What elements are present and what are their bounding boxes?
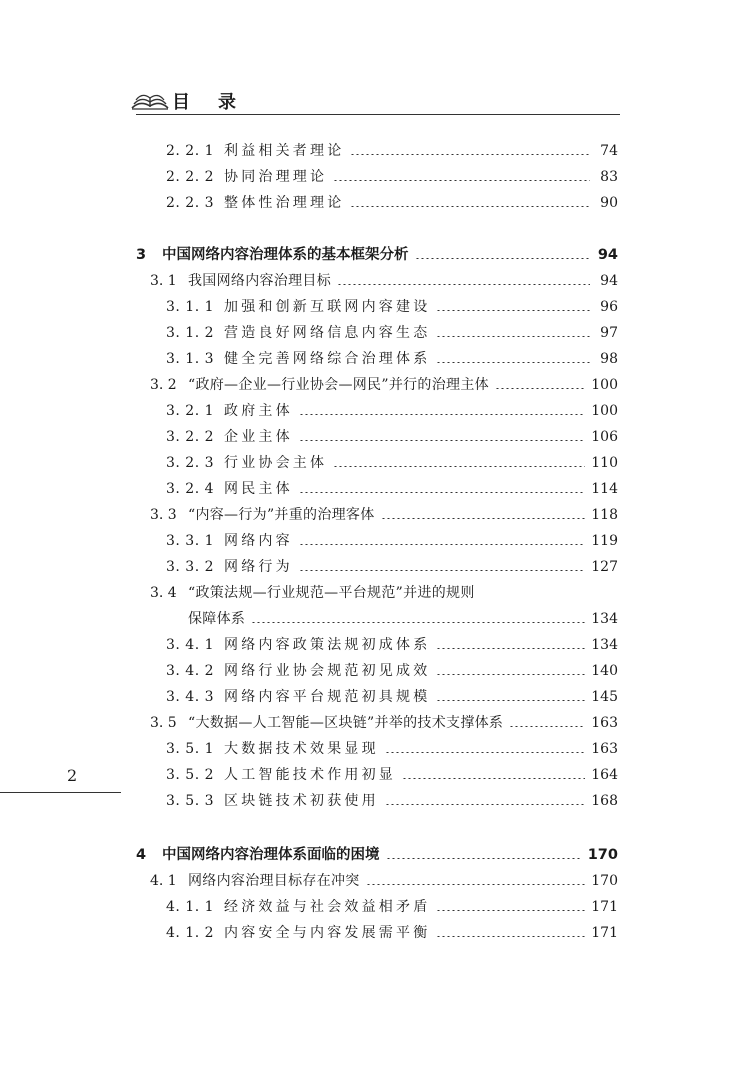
toc-section-entry-first-line[interactable] — [150, 581, 475, 605]
dot-leader — [299, 570, 585, 571]
toc-entry-title-continued: 保障体系 — [188, 611, 246, 627]
toc-entry[interactable] — [166, 321, 618, 345]
toc-entry-title: 行业协会主体 — [224, 455, 328, 471]
dot-leader — [333, 466, 585, 467]
dot-leader — [415, 258, 591, 259]
toc-entry-number: 3. 3 — [150, 507, 177, 523]
toc-entry-title: “大数据—人工智能—区块链”并举的技术支撑体系 — [188, 715, 504, 731]
dot-leader — [381, 518, 586, 519]
toc-entry-number: 3 — [136, 247, 147, 263]
header-rule — [136, 114, 620, 115]
toc-section-entry[interactable] — [150, 373, 618, 397]
toc-entry-page: 164 — [591, 767, 618, 783]
toc-entry-title: 大数据技术效果显现 — [224, 741, 379, 757]
toc-entry-number: 3. 3. 2 — [166, 559, 215, 575]
toc-entry-page: 97 — [600, 325, 618, 341]
toc-chapter-entry[interactable] — [136, 243, 618, 267]
toc-entry-number: 3. 5. 3 — [166, 793, 215, 809]
toc-entry[interactable] — [166, 789, 618, 813]
toc-entry-number: 4. 1. 2 — [166, 925, 215, 941]
toc-entry[interactable] — [166, 659, 618, 683]
header-title-part-a: 目 — [172, 92, 192, 113]
toc-entry-title: 网络内容治理目标存在冲突 — [188, 873, 360, 889]
toc-entry-page: 96 — [600, 299, 618, 315]
dot-leader — [350, 206, 590, 207]
toc-entry-title: 利益相关者理论 — [224, 143, 345, 159]
toc-entry-title: 网络行为 — [224, 559, 293, 575]
dot-leader — [337, 284, 590, 285]
toc-entry-page: 83 — [600, 169, 618, 185]
page-header — [0, 0, 750, 120]
toc-section-entry[interactable] — [150, 711, 618, 735]
toc-entry-number: 3. 2. 3 — [166, 455, 215, 471]
toc-entry[interactable] — [166, 165, 618, 189]
dot-leader — [436, 910, 585, 911]
dot-leader — [333, 180, 590, 181]
dot-leader — [385, 804, 585, 805]
dot-leader — [299, 492, 585, 493]
toc-entry-page: 171 — [591, 899, 618, 915]
toc-entry-page: 134 — [591, 611, 618, 627]
dot-leader — [299, 440, 585, 441]
toc-entry-number: 2. 2. 1 — [166, 143, 215, 159]
toc-entry-number: 3. 2. 4 — [166, 481, 215, 497]
toc-entry[interactable] — [166, 555, 618, 579]
toc-entry-number: 3. 1 — [150, 273, 177, 289]
toc-entry[interactable] — [166, 295, 618, 319]
toc-entry-number: 4. 1. 1 — [166, 899, 215, 915]
toc-entry-title: “内容—行为”并重的治理客体 — [188, 507, 375, 523]
toc-entry-title: 经济效益与社会效益相矛盾 — [224, 899, 431, 915]
toc-entry[interactable] — [166, 737, 618, 761]
toc-entry-title: 协同治理理论 — [224, 169, 328, 185]
toc-entry-page: 98 — [600, 351, 618, 367]
toc-entry-page: 163 — [591, 741, 618, 757]
toc-entry-title: 加强和创新互联网内容建设 — [224, 299, 431, 315]
dot-leader — [436, 936, 585, 937]
toc-entry-title: 网络内容平台规范初具规模 — [224, 689, 431, 705]
dot-leader — [251, 622, 585, 623]
toc-chapter-entry[interactable] — [136, 843, 618, 867]
toc-entry-title: 网络内容 — [224, 533, 293, 549]
open-book-icon — [130, 86, 170, 114]
toc-entry-title: 网民主体 — [224, 481, 293, 497]
toc-section-entry[interactable] — [150, 269, 618, 293]
toc-entry-number: 3. 1. 3 — [166, 351, 215, 367]
toc-entry-page: 106 — [591, 429, 618, 445]
toc-entry-title: 网络行业协会规范初见成效 — [224, 663, 431, 679]
dot-leader — [495, 388, 585, 389]
toc-entry-page: 114 — [591, 481, 618, 497]
toc-entry[interactable] — [166, 191, 618, 215]
toc-entry[interactable] — [166, 763, 618, 787]
toc-entry-number: 3. 5. 1 — [166, 741, 215, 757]
toc-entry-number: 2. 2. 2 — [166, 169, 215, 185]
toc-entry-number: 3. 4 — [150, 585, 177, 601]
dot-leader — [436, 310, 590, 311]
toc-entry-page: 127 — [591, 559, 618, 575]
header-title-part-b: 录 — [218, 92, 238, 113]
toc-entry-title: “政府—企业—行业协会—网民”并行的治理主体 — [188, 377, 489, 393]
toc-entry-number: 3. 2. 2 — [166, 429, 215, 445]
toc-entry-number: 3. 4. 2 — [166, 663, 215, 679]
dot-leader — [509, 726, 585, 727]
toc-entry-title: 健全完善网络综合治理体系 — [224, 351, 431, 367]
toc-entry-title: 整体性治理理论 — [224, 195, 345, 211]
toc-section-entry-continued[interactable] — [188, 607, 618, 631]
toc-entry[interactable] — [166, 139, 618, 163]
toc-entry[interactable] — [166, 895, 618, 919]
toc-entry-title: 我国网络内容治理目标 — [188, 273, 331, 289]
toc-entry[interactable] — [166, 633, 618, 657]
dot-leader — [386, 858, 582, 859]
toc-entry-page: 170 — [591, 873, 618, 889]
toc-entry-title: 营造良好网络信息内容生态 — [224, 325, 431, 341]
toc-entry-number: 3. 4. 1 — [166, 637, 215, 653]
toc-entry-page: 94 — [600, 273, 618, 289]
toc-entry-title: 中国网络内容治理体系面临的困境 — [162, 847, 380, 863]
toc-entry-page: 171 — [591, 925, 618, 941]
dot-leader — [436, 674, 585, 675]
toc-section-entry[interactable] — [150, 869, 618, 893]
dot-leader — [436, 362, 590, 363]
toc-entry-page: 100 — [591, 403, 618, 419]
toc-entry[interactable] — [166, 529, 618, 553]
dot-leader — [366, 884, 586, 885]
toc-entry-title: 中国网络内容治理体系的基本框架分析 — [162, 247, 409, 263]
toc-entry-page: 100 — [591, 377, 618, 393]
toc-section-entry[interactable] — [150, 503, 618, 527]
toc-entry-title: 人工智能技术作用初显 — [224, 767, 396, 783]
dot-leader — [299, 414, 585, 415]
dot-leader — [350, 154, 590, 155]
dot-leader — [402, 778, 585, 779]
toc-entry-page: 134 — [591, 637, 618, 653]
toc-entry-number: 3. 1. 1 — [166, 299, 215, 315]
toc-entry-number: 3. 3. 1 — [166, 533, 215, 549]
toc-entry-title: 内容安全与内容发展需平衡 — [224, 925, 431, 941]
toc-entry-page: 110 — [591, 455, 618, 471]
toc-entry-number: 4. 1 — [150, 873, 177, 889]
toc-entry-page: 118 — [591, 507, 618, 523]
toc-entry[interactable] — [166, 425, 618, 449]
toc-entry-title: 政府主体 — [224, 403, 293, 419]
toc-entry-title: “政策法规—行业规范—平台规范”并进的规则 — [188, 585, 475, 601]
toc-entry[interactable] — [166, 685, 618, 709]
page-number-rule — [0, 792, 121, 793]
toc-entry[interactable] — [166, 347, 618, 371]
page-number: 2 — [67, 766, 78, 785]
toc-entry-number: 2. 2. 3 — [166, 195, 215, 211]
toc-entry[interactable] — [166, 399, 618, 423]
toc-entry-number: 4 — [136, 847, 147, 863]
toc-entry-page: 90 — [600, 195, 618, 211]
toc-entry-page: 168 — [591, 793, 618, 809]
toc-entry-page: 140 — [591, 663, 618, 679]
toc-entry-page: 94 — [597, 247, 618, 263]
toc-entry[interactable] — [166, 921, 618, 945]
toc-entry[interactable] — [166, 477, 618, 501]
toc-entry-number: 3. 2. 1 — [166, 403, 215, 419]
toc-entry-title: 区块链技术初获使用 — [224, 793, 379, 809]
toc-entry-number: 3. 2 — [150, 377, 177, 393]
toc-entry-page: 163 — [591, 715, 618, 731]
header-title — [172, 88, 238, 114]
dot-leader — [385, 752, 585, 753]
toc-entry-page: 145 — [591, 689, 618, 705]
toc-entry-page: 119 — [591, 533, 618, 549]
toc-entry-number: 3. 5. 2 — [166, 767, 215, 783]
toc-entry-number: 3. 4. 3 — [166, 689, 215, 705]
toc-entry-page: 170 — [587, 847, 618, 863]
toc-entry-title: 企业主体 — [224, 429, 293, 445]
dot-leader — [436, 648, 585, 649]
dot-leader — [299, 544, 585, 545]
toc-entry-number: 3. 1. 2 — [166, 325, 215, 341]
dot-leader — [436, 700, 585, 701]
toc-entry-page: 74 — [600, 143, 618, 159]
dot-leader — [436, 336, 590, 337]
toc-entry-title: 网络内容政策法规初成体系 — [224, 637, 431, 653]
toc-entry[interactable] — [166, 451, 618, 475]
toc-entry-number: 3. 5 — [150, 715, 177, 731]
